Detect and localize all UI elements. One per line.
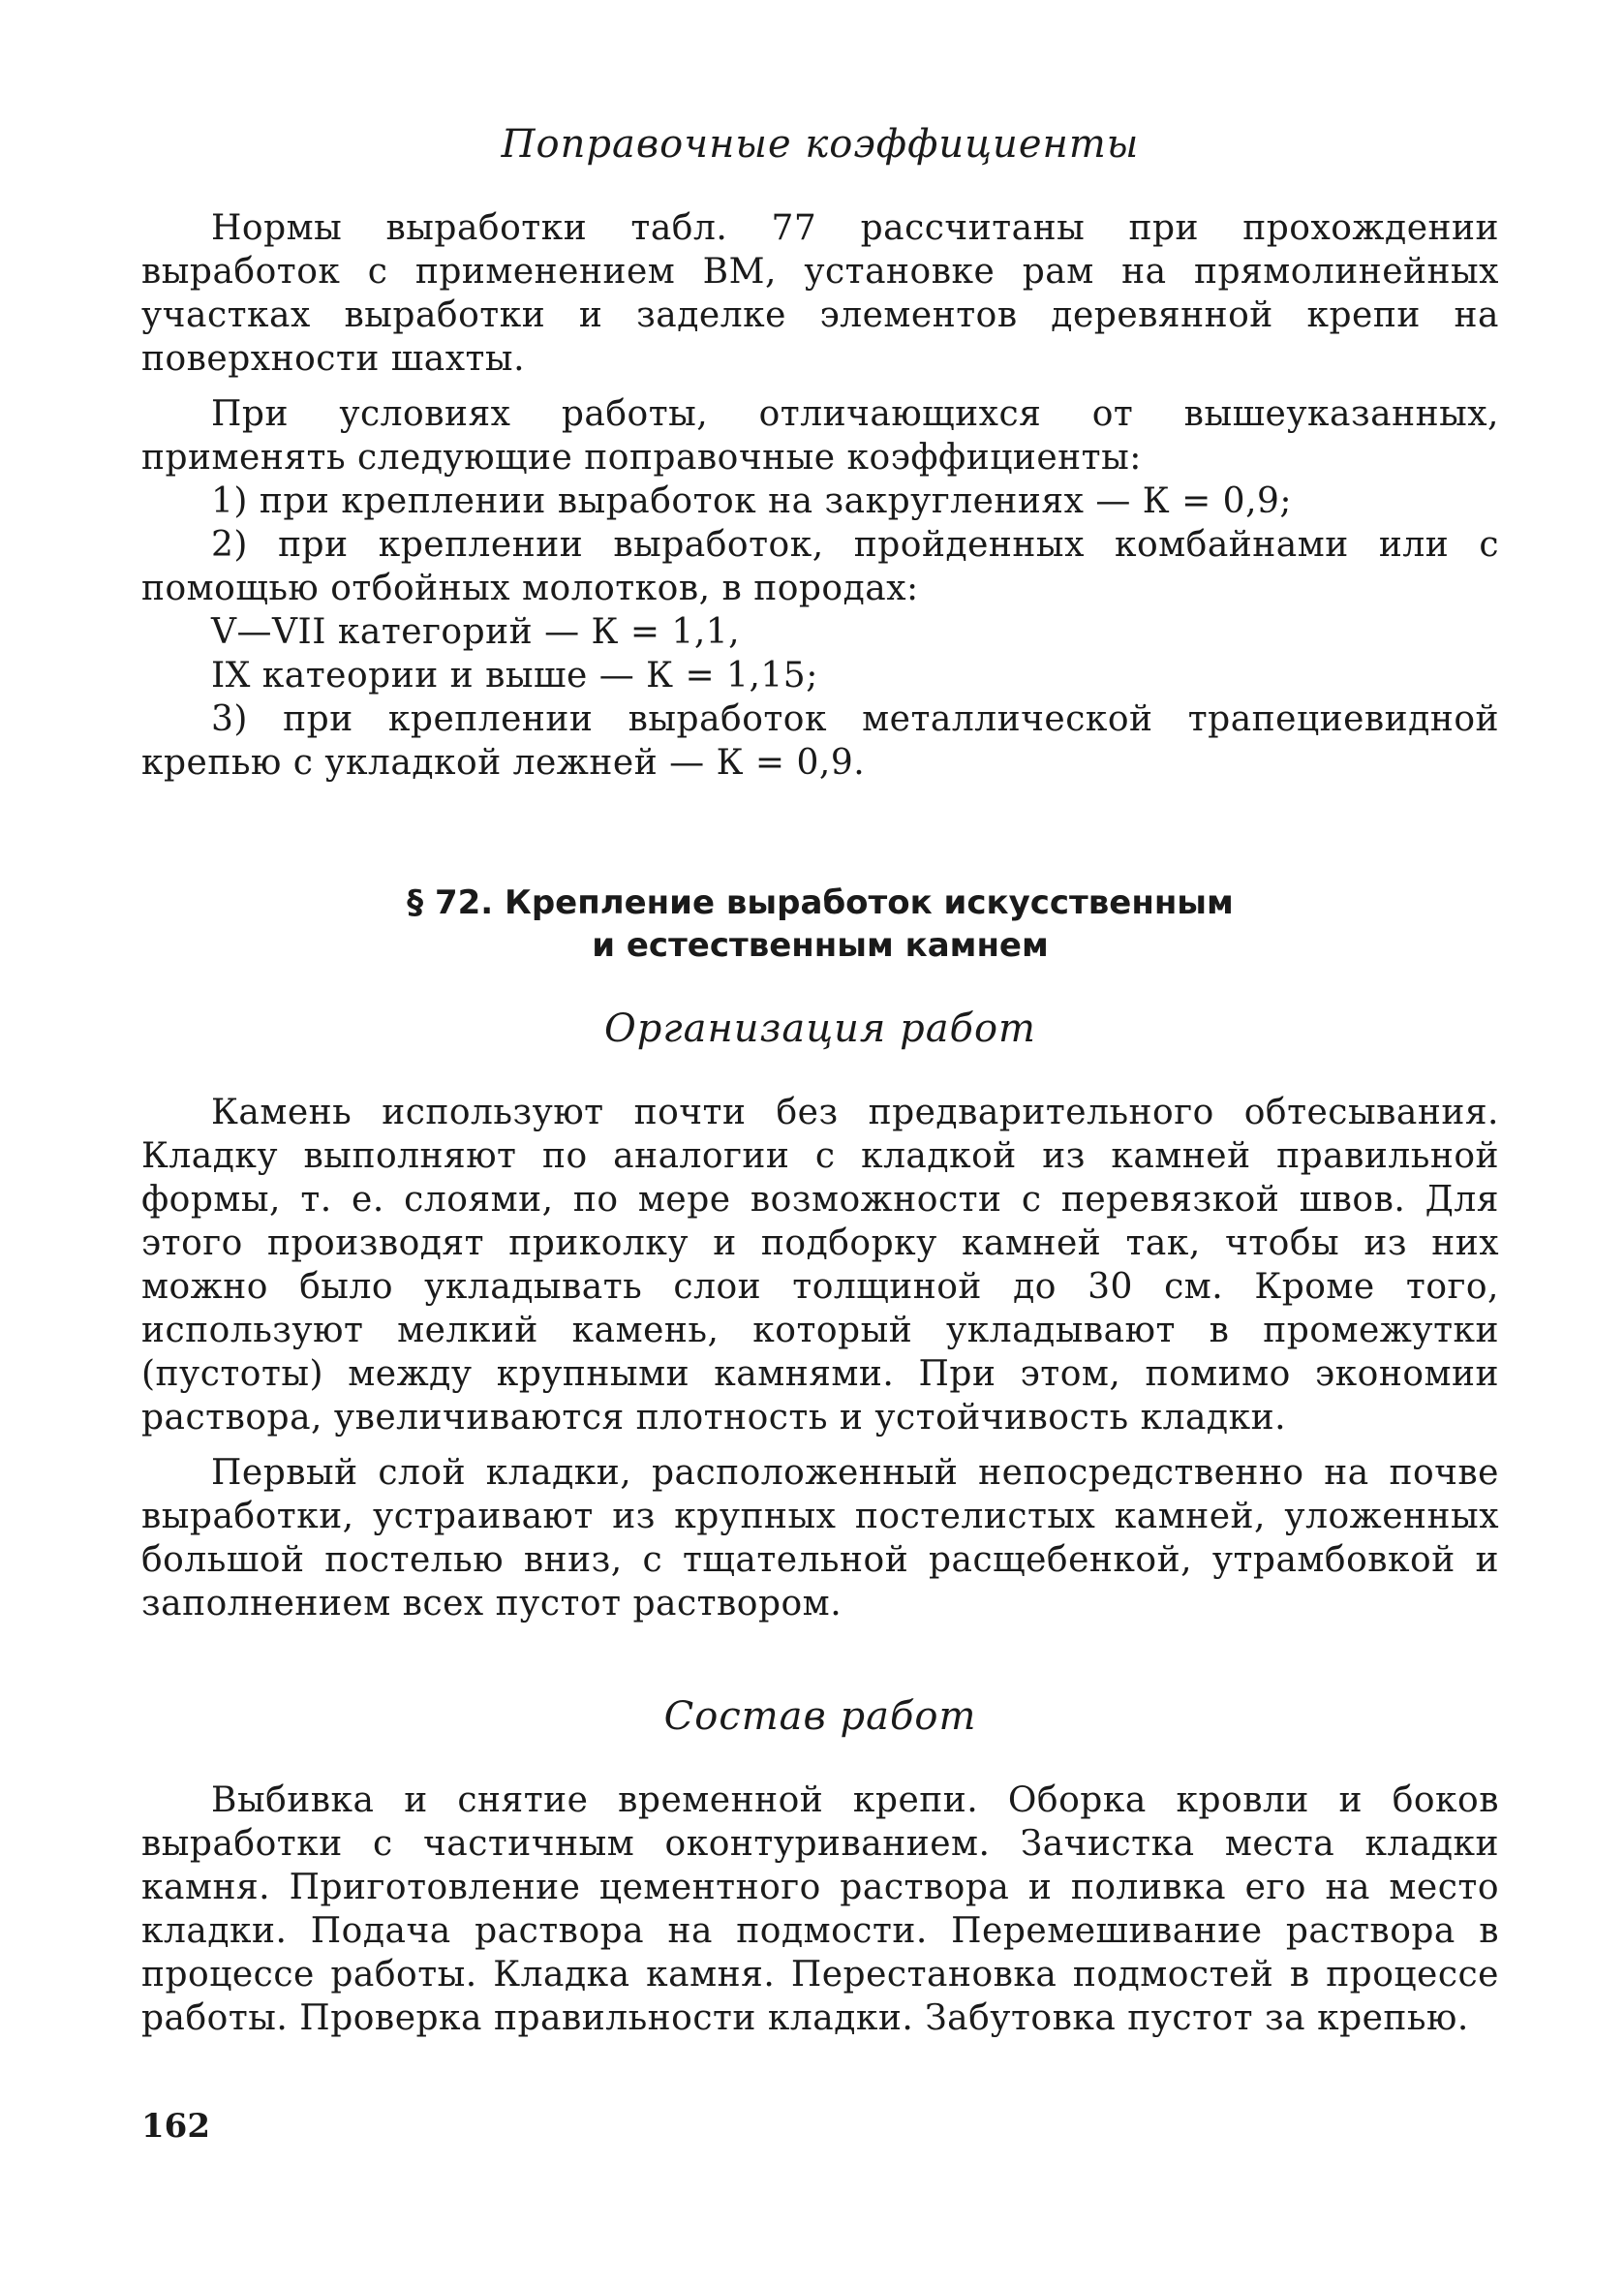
paragraph-first-layer: Первый слой кладки, расположенный непосредственно на почве выработки, устраивают из крупных постелистых камней, уложенных большой постелью вниз, с тщательной расщебенкой, утрамбовкой и заполнением всех пустот раствором. [141,1453,1499,1624]
section-title-line-2: и естественным камнем [592,926,1049,965]
page-number: 162 [141,2107,210,2146]
paragraph-work-steps: Выбивка и снятие временной крепи. Оборка кровли и боков выработки с частичным оконтуриванием. Зачистка места кладки камня. Приготовление цементного раствора и поливка его на место кладки. Подача раствора на подмости. Перемешивание раствора в процессе работы. Кладка камня. Перестановка подмостей в процессе работы. Проверка правильности кладки. Забутовка пустот за крепью. [141,1780,1499,2038]
list-item-3: 3) при креплении выработок металлической трапециевидной крепью с укладкой лежней — К = 0,9. [141,699,1499,783]
paragraph-norms: Нормы выработки табл. 77 рассчитаны при прохождении выработок с применением ВМ, установке рам на прямолинейных участках выработки и заделке элементов деревянной крепи на поверхности шахты. [141,208,1499,379]
section-title-line-1: § 72. Крепление выработок искусственным [407,883,1234,922]
subheading-work-organization: Организация работ [604,1006,1036,1051]
list-item-1: 1) при креплении выработок на закруглениях — К = 0,9; [211,481,1293,521]
paragraph-stone-usage: Камень используют почти без предварительного обтесывания. Кладку выполняют по аналогии с кладкой из камней правильной формы, т. е. слоями, по мере возможности с перевязкой швов. Для этого производят приколку и подборку камней так, чтобы из них можно было укладывать слои толщиной до 30 см. Кроме того, используют мелкий камень, который укладывают в промежутки (пустоты) между крупными камнями. При этом, помимо экономии раствора, увеличиваются плотность и устойчивость кладки. [141,1093,1499,1438]
list-item-2a: V—VII категорий — К = 1,1, [211,612,741,652]
list-item-2: 2) при креплении выработок, пройденных комбайнами или с помощью отбойных молотков, в породах: [141,525,1499,608]
section-heading-correction-factors: Поправочные коэффициенты [501,122,1140,167]
paragraph-conditions: При условиях работы, отличающихся от вышеуказанных, применять следующие поправочные коэффициенты: [141,394,1499,478]
page-content [141,121,1499,2040]
subheading-work-composition: Состав работ [663,1694,977,1739]
list-item-2b: IX катеории и выше — К = 1,15; [211,656,818,696]
